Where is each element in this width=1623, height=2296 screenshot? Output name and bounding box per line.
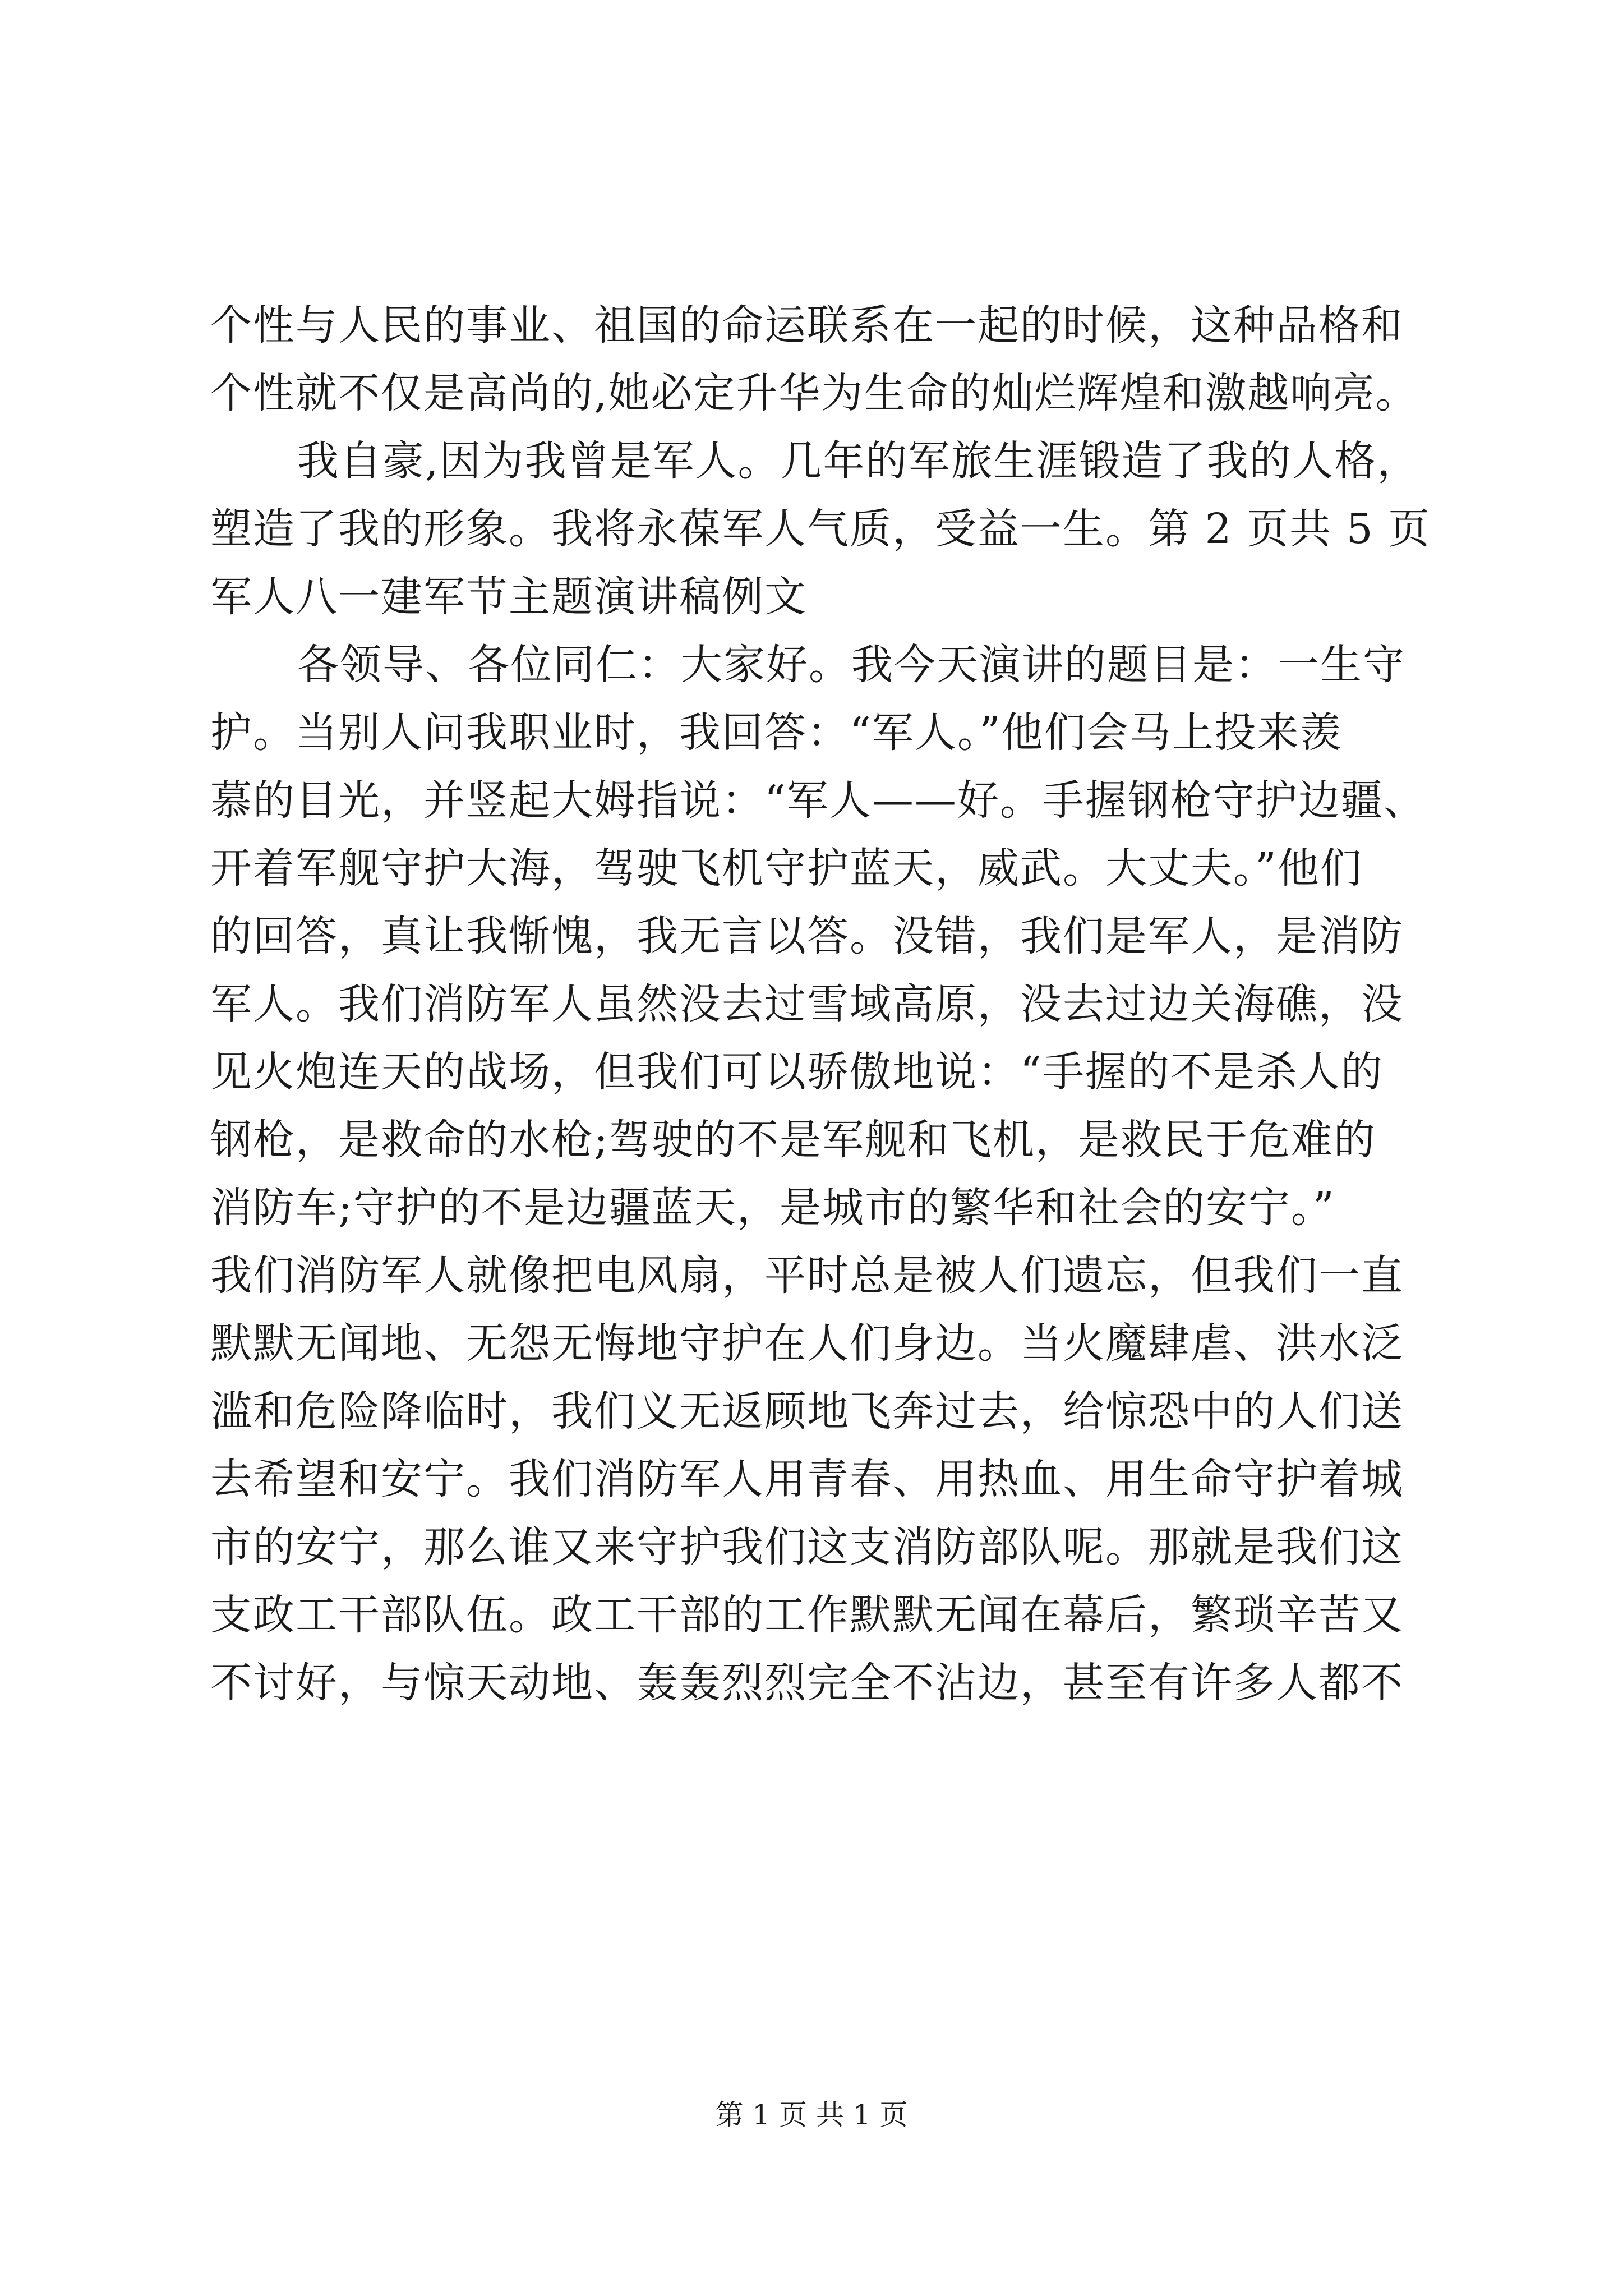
body-text	[210, 292, 1433, 1717]
text-line: 不讨好，与惊天动地、轰轰烈烈完全不沾边，甚至有许多人都不	[210, 1659, 1404, 1707]
page-number: 第 1 页 共 1 页	[715, 2099, 908, 2131]
text-line: 慕的目光，并竖起大姆指说：“军人——好。手握钢枪守护边疆、	[210, 776, 1426, 825]
text-line: 护。当别人问我职业时，我回答：“军人。”他们会马上投来羡	[210, 708, 1343, 757]
text-line: 各领导、各位同仁：大家好。我今天演讲的题目是：一生守	[297, 641, 1405, 689]
text-line: 默默无闻地、无怨无悔地守护在人们身边。当火魔肆虐、洪水泛	[210, 1319, 1404, 1368]
text-line: 支政工干部队伍。政工干部的工作默默无闻在幕后，繁琐辛苦又	[210, 1591, 1404, 1639]
text-line: 见火炮连天的战场，但我们可以骄傲地说：“手握的不是杀人的	[210, 1048, 1384, 1096]
text-line: 的回答，真让我惭愧，我无言以答。没错，我们是军人，是消防	[210, 912, 1404, 960]
text-line: 消防车;守护的不是边疆蓝天，是城市的繁华和社会的安宁。”	[210, 1184, 1335, 1232]
text-line: 个性就不仅是高尚的,她必定升华为生命的灿烂辉煌和激越响亮。	[210, 369, 1418, 417]
document-title: 军人八一建军节主题演讲稿例文	[210, 573, 807, 621]
text-line: 滥和危险降临时，我们义无返顾地飞奔过去，给惊恐中的人们送	[210, 1387, 1404, 1435]
text-line: 军人。我们消防军人虽然没去过雪域高原，没去过边关海礁，没	[210, 980, 1404, 1028]
text-line: 开着军舰守护大海，驾驶飞机守护蓝天，威武。大丈夫。”他们	[210, 844, 1363, 892]
text-line: 我们消防军人就像把电风扇，平时总是被人们遗忘，但我们一直	[210, 1251, 1404, 1300]
text-line: 去希望和安宁。我们消防军人用青春、用热血、用生命守护着城	[210, 1455, 1404, 1503]
text-line: 我自豪,因为我曾是军人。几年的军旅生涯锻造了我的人格，	[297, 437, 1420, 485]
text-line: 塑造了我的形象。我将永葆军人气质，受益一生。第 2 页共 5 页	[210, 505, 1431, 553]
text-line: 个性与人民的事业、祖国的命运联系在一起的时候，这种品格和	[210, 301, 1404, 349]
page-footer	[0, 2098, 1623, 2132]
text-line: 钢枪，是救命的水枪;驾驶的不是军舰和飞机，是救民于危难的	[210, 1116, 1376, 1164]
text-line: 市的安宁，那么谁又来守护我们这支消防部队呢。那就是我们这	[210, 1523, 1404, 1571]
